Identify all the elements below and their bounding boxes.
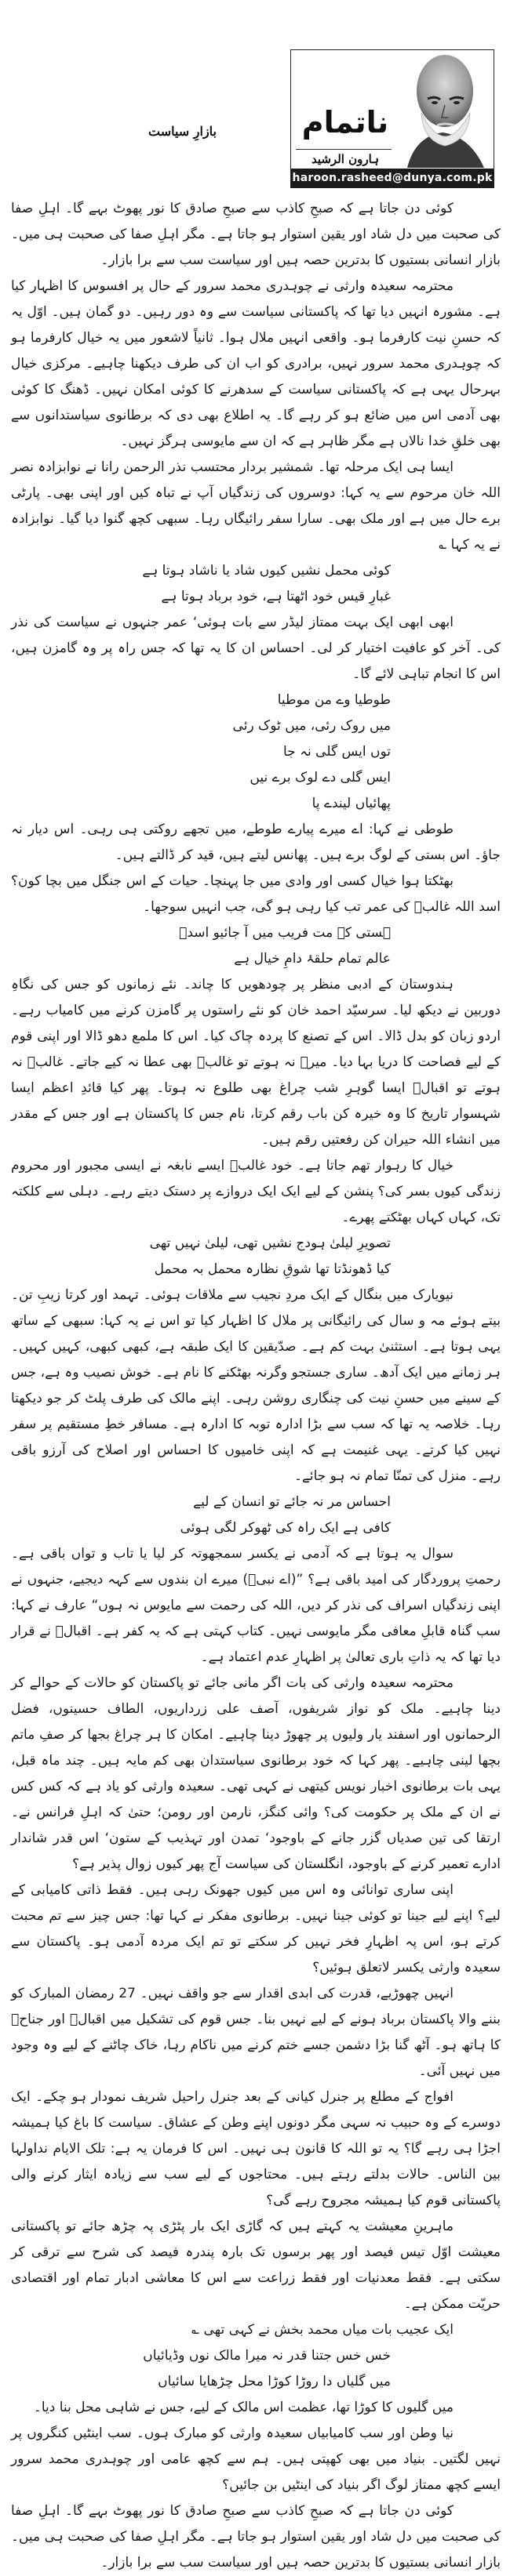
article-paragraph: انہیں چھوڑیے، قدرت کی ابدی اقدار سے جو واقف نہیں۔ 27 رمضان المبارک کو بننے والا پاکستان برباد ہونے کے لیے نہیں بنا۔ جس قوم کی تشکیل میں اقبالؔ اور جناحؒ کا ہاتھ ہو۔ آٹھ گنا بڑا دشمن جسے ختم کرنے میں ناکام رہا، خاک چاٹنے کے لیے وہ وجود میں نہیں آئی۔ <box>11 1986 501 2079</box>
author-email[interactable]: haroon.rasheed@dunya.com.pk <box>291 169 494 187</box>
verse-line: احساس مر نہ جائے تو انسان کے لیے <box>193 1494 391 1510</box>
article-paragraph: میں گلیوں کا کوڑا تھا، عظمت اس مالک کے لیے، جس نے شاہی محل بنا دیا۔ <box>33 2400 454 2415</box>
author-portrait-image <box>392 50 494 168</box>
verse-line: کوئی محمل نشیں کیوں شاد یا ناشاد ہوتا ہے <box>142 563 391 579</box>
article-paragraph: افواج کے مطلع پر جنرل کیانی کے بعد جنرل راحیل شریف نمودار ہو چکے۔ ایک دوسرے کے وہ حبیب نہ سہی مگر دونوں اپنے وطن کے عشاق۔ سیاست کا باغ کیا ہمیشہ اجڑا ہی رہے گا؟ یہ تو اللہ کا قانون ہی نہیں۔ اس کا فرمان یہ ہے: تلک الایام نداولہا بین الناس۔ حالات بدلتے رہتے ہیں۔ محتاجوں کے لیے سب سے زیادہ ایثار کرنے والی پاکستانی قوم کیا ہمیشہ مجروح رہے گی؟ <box>11 2089 501 2208</box>
logo-divider <box>296 149 393 150</box>
verse-line: میں روک رئی، میں ٹوک رئی <box>232 718 391 734</box>
article-paragraph: بھٹکتا ہوا خیال کسی اور وادی میں جا پہنچا۔ حیات کے اس جنگل میں بچا کون؟ اسد اللہ غالبؔ کی عمر تب کیا رہی ہو گی، جب انہیں سوجھا۔ <box>11 873 501 915</box>
article-paragraph: محترمہ سعیدہ وارثی نے چوہدری محمد سرور کے حال پر افسوس کا اظہار کیا ہے۔ مشورہ انہیں دیا تھا کہ پاکستانی سیاست سے وہ دور رہیں۔ دو گمان ہیں۔ اوّل یہ کہ حسنِ نیت کارفرما ہو۔ واقعی انہیں ملال ہوا۔ ثانیاً لاشعور میں یہ خیال کارفرما ہو کہ چوہدری محمد سرور نہیں، برادری کو اب ان کی طرف دیکھنا چاہیے۔ مرکزی خیال بہرحال یہی ہے کہ پاکستانی سیاست کے سدھرنے کا کوئی امکان نہیں۔ ڈھنگ کا کوئی بھی آدمی اس میں ضائع ہو کر رہے گا۔ یہ اطلاع بھی دی کہ برطانوی سیاستدانوں سے بھی خلقِ خدا نالاں ہے مگر ظاہر ہے کہ ان سے مایوسی ہرگز نہیں۔ <box>11 278 501 449</box>
verse-line: توں ایس گلی نہ جا <box>282 744 391 760</box>
verse-line: کافی ہے ایک راہ کی ٹھوکر لگی ہوئی <box>180 1520 391 1536</box>
article-paragraph: ایسا ہی ایک مرحلہ تھا۔ شمشیر بردار محتسب نذر الرحمن رانا نے نوابزادہ نصر اللہ خان مرحوم سے یہ کہا: دوسروں کی زندگیاں آپ نے تباہ کیں اور اپنی بھی۔ پارٹی برے حال میں ہے اور ملک بھی۔ سارا سفر رائیگاں رہا۔ سبھی کچھ گنوا دیا گیا۔ نوابزادہ نے یہ کہا ؎ <box>11 459 501 553</box>
column-masthead <box>290 49 494 188</box>
verse-line: کیا ڈھونڈتا تھا شوقِ نظارہ محمل بہ محمل <box>154 1261 391 1277</box>
article-paragraph: خیال کا رہوار تھم جاتا ہے۔ خود غالبؔ ایسے نابغہ نے ایسی مجبور اور محروم زندگی کیوں بسر کی؟ پنشن کے لیے ایک ایک دروازے پر دستک دیتے رہے۔ دہلی سے کلکتہ تک، کہاں کہاں بھٹکتے پھرے۔ <box>11 1158 501 1225</box>
author-name: ہارون الرشید <box>311 152 380 166</box>
article-paragraph: اپنی ساری توانائی وہ اس میں کیوں جھونک رہی ہیں۔ فقط ذاتی کامیابی کے لیے؟ اپنے لیے جینا تو کوئی جینا نہیں۔ برطانوی مفکر نے کہا تھا: جس چیز سے تم محبت کرتے ہو، اس پہ اظہارِ فخر نہیں کر سکتے تو تم ایک مردہ آدمی ہو۔ پاکستان سے سعیدہ وارثی یکسر لاتعلق ہوئیں؟ <box>11 1882 501 1976</box>
article-paragraph: ایک عجیب بات میاں محمد بخش نے کہی تھی ؎ <box>191 2322 454 2338</box>
article-paragraph: نیویارک میں بنگال کے ایک مردِ نجیب سے ملاقات ہوئی۔ تہمد اور کرتا زیبِ تن۔ بیتے ہوئے مہ و سال کی رائیگانی پر ملال کا اظہار کیا تو اس نے یہ کہا: سبھی کے ساتھ یہی ہوتا ہے۔ استثنیٰ بہت کم ہے۔ صدّیقین کا ایک طبقہ ہے، کبھی کبھی، کہیں کہیں۔ ہر زمانے میں ایک آدھ۔ ساری جستجو وگرنہ بھٹکنے کا نام ہے۔ خوش نصیب وہ ہے، جس کے سینے میں حسنِ نیت کی چنگاری روشن رہی۔ اپنے مالک کی طرف پلٹ کر جو دیکھتا رہا۔ خلاصہ یہ تھا کہ سب سے بڑا ادارہ توبہ کا ادارہ ہے۔ مسافر خطِ مستقیم پر سفر نہیں کیا کرتے۔ یہی غنیمت ہے کہ اپنی خامیوں کا احساس اور اصلاح کی آرزو باقی رہے۔ منزل کی تمنّا تمام نہ ہو جائے۔ <box>11 1287 501 1484</box>
article-paragraph: محترمہ سعیدہ وارثی کی بات اگر مانی جائے تو پاکستان کو حالات کے حوالے کر دینا چاہیے۔ ملک کو نواز شریفوں، آصف علی زرداریوں، الطاف حسینوں، فضل الرحمانوں اور اسفند یار ولیوں پر چھوڑ دینا چاہیے۔ امکان کا ہر چراغ بجھا کر صفِ ماتم بچھا لینی چاہیے۔ پھر کہا کہ خود برطانوی سیاستدان بھی کم مایہ ہیں۔ چند ماہ قبل، یہی بات برطانوی اخبار نویس کیتھی نے کہی تھی۔ سعیدہ وارثی کو یاد ہے کہ کس کس نے ان کے ملک پر حکومت کی؟ وائی کنگز، نارمن اور رومن؛ حتیٰ کہ اہلِ فرانس نے۔ ارتقا کی تین صدیاں گزر جانے کے باوجود‘ تمدن اور تہذیب کے ستون‘ اس قدر شاندار ادارے تعمیر کرنے کے باوجود، انگلستان کی سیاست آج پھر کیوں زوال پذیر ہے؟ <box>11 1675 501 1872</box>
verse-line: خس خس جتنا قدر نہ میرا مالک نوں وڈیائیاں <box>143 2348 391 2364</box>
article-paragraph: کوئی دن جاتا ہے کہ صبحِ کاذب سے صبحِ صادق کا نور پھوٹ بہے گا۔ اہلِ صفا کی صحبت میں دل شاد اور یقین استوار ہو جاتا ہے۔ مگر اہلِ صفا کی صحبت ہی میں۔ بازار انسانی بستیوں کا بدترین حصہ ہیں اور سیاست سب سے برا بازار۔ <box>11 2503 501 2571</box>
verse-line: پھائیاں لیندے پا <box>311 796 391 811</box>
article-paragraph: طوطی نے کہا: اے میرے پیارے طوطے، میں تجھے روکتی ہی رہی۔ اس دیار نہ جاؤ۔ اس بستی کے لوگ برے ہیں۔ پھانس لیتے ہیں، قید کر ڈالتے ہیں۔ <box>11 822 501 863</box>
verse-line: طوطیا وے من موطیا <box>277 692 391 708</box>
article-paragraph: ابھی ابھی ایک بہت ممتاز لیڈر سے بات ہوئی‘ عمر جنہوں نے سیاست کی نذر کی۔ آخر کو عافیت اختیار کر لی۔ احساس ان کا یہ تھا کہ جس راہ پر وہ گامزن ہیں، اس کا انجام تباہی لائے گا۔ <box>11 615 501 682</box>
article-body <box>0 196 510 2576</box>
article-header <box>0 0 510 196</box>
verse-line: ایس گلی دے لوک برے نیں <box>250 770 391 785</box>
article-paragraph: کوئی دن جاتا ہے کہ صبحِ کاذب سے صبحِ صادق کا نور پھوٹ بہے گا۔ اہلِ صفا کی صحبت میں دل شاد اور یقین استوار ہو جاتا ہے۔ مگر اہلِ صفا کی صحبت ہی میں۔ بازار انسانی بستیوں کا بدترین حصہ ہیں اور سیاست سب سے برا بازار۔ <box>11 201 501 268</box>
article-paragraph: ماہرینِ معیشت یہ کہتے ہیں کہ گاڑی ایک بار پٹڑی پہ چڑھ جائے تو پاکستانی معیشت اوّل تیس فیصد اور پھر برسوں تک بارہ پندرہ فیصد کی شرح سے ترقی کر سکتی ہے۔ فقط معدنیات اور فقط زراعت سے اس کا معاشی ادبار تمام اور اقتصادی حریّت ممکن ہے۔ <box>11 2219 501 2312</box>
verse-line: غبارِ قیس خود اٹھتا ہے، خود برباد ہوتا ہے <box>161 589 391 604</box>
article-title: بازارِ سیاست <box>148 124 217 139</box>
verse-line: عالم تمام حلقۂ دامِ خیال ہے <box>234 951 391 967</box>
column-logo: ناتمام <box>301 105 389 140</box>
article-paragraph: سوال یہ ہوتا ہے کہ آدمی نے یکسر سمجھوتہ کر لیا یا تاب و تواں باقی ہے۔ رحمتِ پروردگار کی امید باقی ہے؟ ”(اے نبیؐ) میرے ان بندوں سے کہہ دیجیے، جنہوں نے اپنی زندگیاں اسراف کی نذر کر دیں، اللہ کی رحمت سے مایوس نہ ہوں“ عارف نے کہا: سب گناہ قابلِ معافی مگر مایوسی نہیں۔ کتاب کہتی ہے کہ یہ کفر ہے۔ اقبالؔ نے قرار دیا تھا کہ یہ ذاتِ باری تعالیٰ پر اظہارِ عدم اعتماد ہے۔ <box>11 1546 501 1665</box>
verse-line: ہستی کے مت فریب میں آ جائیو اسدؔ <box>179 925 391 941</box>
article-paragraph: ہندوستان کے ادبی منظر پر چودھویں کا چاند۔ نئے زمانوں کو جس کی نگاہِ دوربین نے دیکھ لیا۔ سرسیّد احمد خان کو نئے راستوں پر گامزن کرنے میں کامیاب رہے۔ اردو زبان کو بدل ڈالا۔ اس کے تصنع کا پردہ چاک کیا۔ اس کا ملمع دھو ڈالا اور اپنی قوم کے لیے فصاحت کا دریا بہا دیا۔ میرؔ نہ ہوتے تو غالبؔ بھی عطا نہ کیے جاتے۔ غالبؔ نہ ہوتے تو اقبالؔ ایسا گوہرِ شب چراغ بھی طلوع نہ ہوتا۔ پھر کیا قائدِ اعظم ایسا شہسوار تاریخ کا وہ خیرہ کن باب رقم کرتا، نام جس کا پاکستان ہے اور جس کے مقدر میں انشاء اللہ حیران کن رفعتیں رقم ہیں۔ <box>11 977 501 1148</box>
article-paragraph: نیا وطن اور سب کامیابیاں سعیدہ وارثی کو مبارک ہوں۔ سب اینٹیں کنگروں پر نہیں لگتیں۔ بنیاد میں بھی کھپتی ہیں۔ ہم سے کچھ عامی اور چوہدری محمد سرور ایسے کچھ ممتاز لوگ اگر بنیاد کی اینٹیں بن جائیں؟ <box>11 2425 501 2493</box>
verse-line: تصویرِ لیلیٰ ہودج نشیں تھی، لیلیٰ نہیں تھی <box>149 1235 391 1251</box>
verse-line: میں گلیاں دا روڑا کوڑا محل چڑھایا سائیاں <box>158 2374 391 2389</box>
